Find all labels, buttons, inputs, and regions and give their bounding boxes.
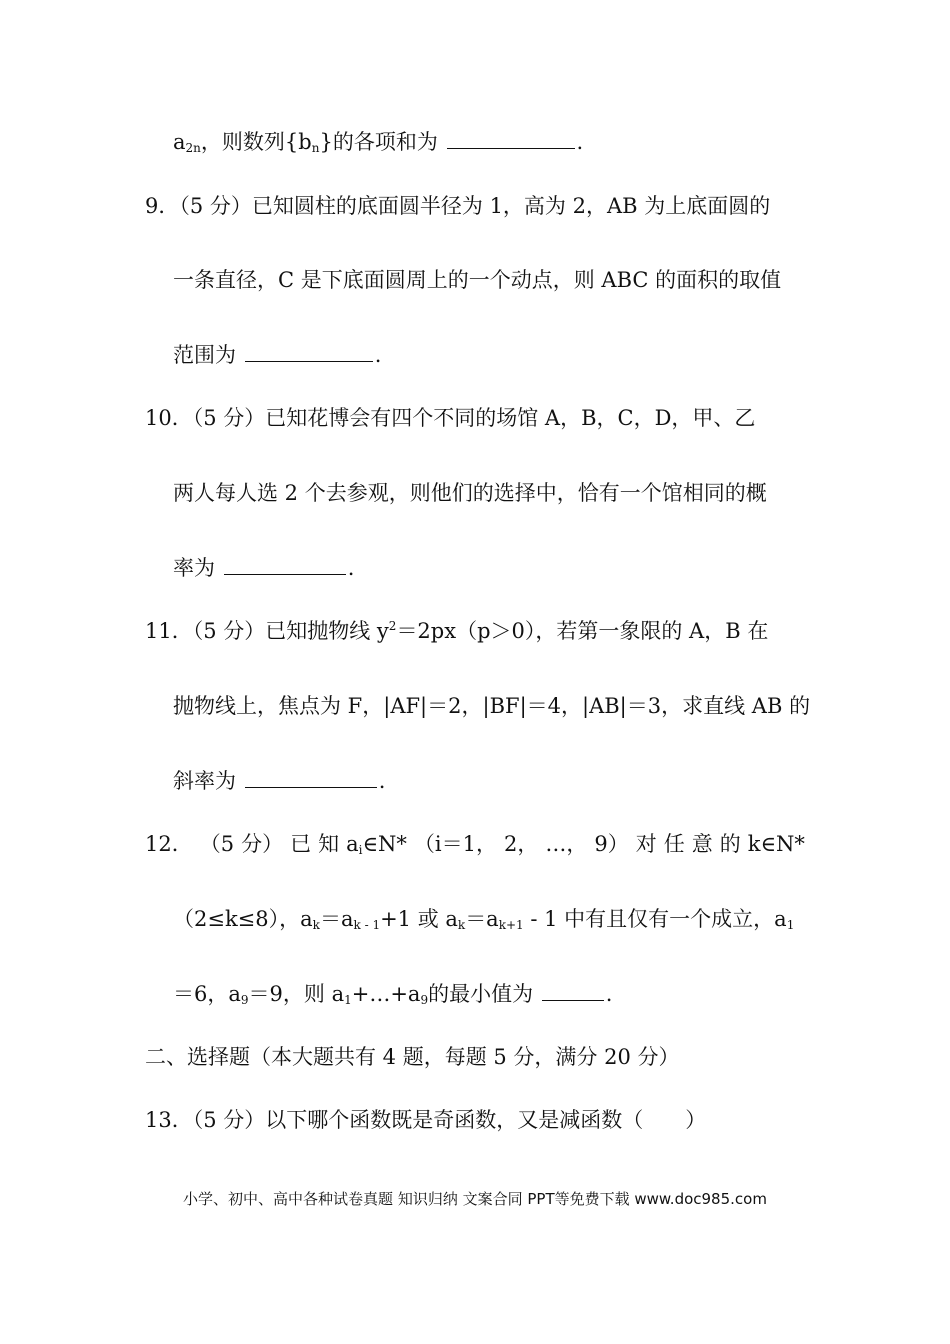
q13-line1: 13．（5 分）以下哪个函数既是奇函数，又是减函数（ ） — [145, 1108, 707, 1132]
q10-line3 — [173, 554, 354, 582]
q11-l1a: 11．（5 分）已知抛物线 y — [145, 619, 389, 643]
q12-number: 12． — [145, 832, 193, 856]
q8-a-sub: 2n — [185, 141, 201, 155]
q11-line3 — [173, 767, 385, 795]
q12-l3d: 的最小值为 — [428, 982, 534, 1006]
q12-score-b: 分） — [241, 832, 284, 856]
q12-w3: 对 — [635, 832, 657, 856]
q11-answer-blank[interactable] — [245, 769, 377, 788]
q11-sup: 2 — [388, 619, 397, 633]
q12-w6: 的 — [719, 832, 741, 856]
q11-l1b: ＝2px（p＞0），若第一象限的 A，B 在 — [396, 619, 769, 643]
q12-answer-blank[interactable] — [542, 982, 604, 1001]
q12-nine: 9） — [594, 832, 629, 856]
q12-l2b: ＝a — [319, 907, 354, 931]
q12-l2s5: 1 — [786, 918, 795, 932]
q12-w5: 意 — [691, 832, 713, 856]
q12-l2e: - 1 中有且仅有一个成立，a — [523, 907, 787, 931]
q12-dots: …， — [545, 832, 588, 856]
q8-a: a — [173, 130, 186, 154]
q12-a: a — [346, 832, 359, 856]
q12-l3s3: 9 — [420, 993, 429, 1007]
q12-l3s1: 9 — [240, 993, 249, 1007]
q12-l2c: +1 或 a — [380, 907, 458, 931]
q12-l3s2: 1 — [344, 993, 352, 1007]
q11-line3-text: 斜率为 — [173, 769, 236, 793]
q8-text2: }的各项和为 — [319, 130, 438, 154]
q12-l3c: +…+a — [351, 982, 421, 1006]
q9-line3 — [173, 341, 381, 369]
q12-word-1: 已 — [290, 832, 312, 856]
q12-end: . — [605, 982, 613, 1006]
q10-line1: 10．（5 分）已知花博会有四个不同的场馆 A，B，C，D，甲、乙 — [145, 406, 756, 430]
q12-two: 2， — [503, 832, 539, 856]
q9-line3-text: 范围为 — [173, 343, 236, 367]
q12-i-eq: （i＝1， — [413, 832, 497, 856]
q12-w4: 任 — [663, 832, 685, 856]
q9-line1: 9．（5 分）已知圆柱的底面圆半径为 1，高为 2，AB 为上底面圆的 — [145, 194, 771, 218]
q12-l3a: ＝6，a — [173, 982, 241, 1006]
q9-line2: 一条直径，C 是下底面圆周上的一个动点，则 ABC 的面积的取值 — [173, 268, 782, 292]
q11-line1 — [145, 617, 768, 645]
q12-line3 — [173, 980, 612, 1008]
footer-banner: 小学、初中、高中各种试卷真题 知识归纳 文案合同 PPT等免费下载 www.doc985.com — [183, 1190, 767, 1208]
q9-answer-blank[interactable] — [245, 343, 373, 362]
q12-l2a: （2≤k≤8），a — [173, 907, 313, 931]
q8-text1: ，则数列{b — [200, 130, 312, 154]
q12-word-2: 知 — [318, 832, 340, 856]
q11-end: . — [378, 769, 386, 793]
q10-end: . — [347, 556, 355, 580]
section-2-heading: 二、选择题（本大题共有 4 题，每题 5 分，满分 20 分） — [145, 1045, 680, 1069]
q12-i-sub: i — [358, 843, 363, 857]
q8-continuation — [173, 128, 583, 156]
q10-line2: 两人每人选 2 个去参观，则他们的选择中，恰有一个馆相同的概 — [173, 481, 767, 505]
q12-l2d: ＝a — [465, 907, 499, 931]
q8-b-sub: n — [311, 141, 320, 155]
q12-line1 — [145, 830, 805, 858]
q12-score-a: （5 — [199, 832, 235, 856]
q12-line2 — [173, 905, 805, 933]
q11-line2: 抛物线上，焦点为 F，|AF|＝2，|BF|＝4，|AB|＝3，求直线 AB 的 — [173, 694, 811, 718]
q9-end: . — [374, 343, 382, 367]
q8-end: . — [576, 130, 584, 154]
q12-l2s4: k+1 — [498, 918, 524, 932]
q10-answer-blank[interactable] — [224, 556, 346, 575]
q12-l2s3: k — [457, 918, 466, 932]
q12-in-n: ∈N* — [362, 832, 407, 856]
q10-line3-text: 率为 — [173, 556, 215, 580]
q8-answer-blank[interactable] — [447, 130, 575, 149]
q12-l2s1: k — [312, 918, 320, 932]
q12-ai — [346, 830, 407, 858]
q12-l2s2: k - 1 — [353, 918, 381, 932]
q12-l3b: ＝9，则 a — [248, 982, 345, 1006]
q12-k-in-n: k∈N* — [747, 832, 805, 856]
